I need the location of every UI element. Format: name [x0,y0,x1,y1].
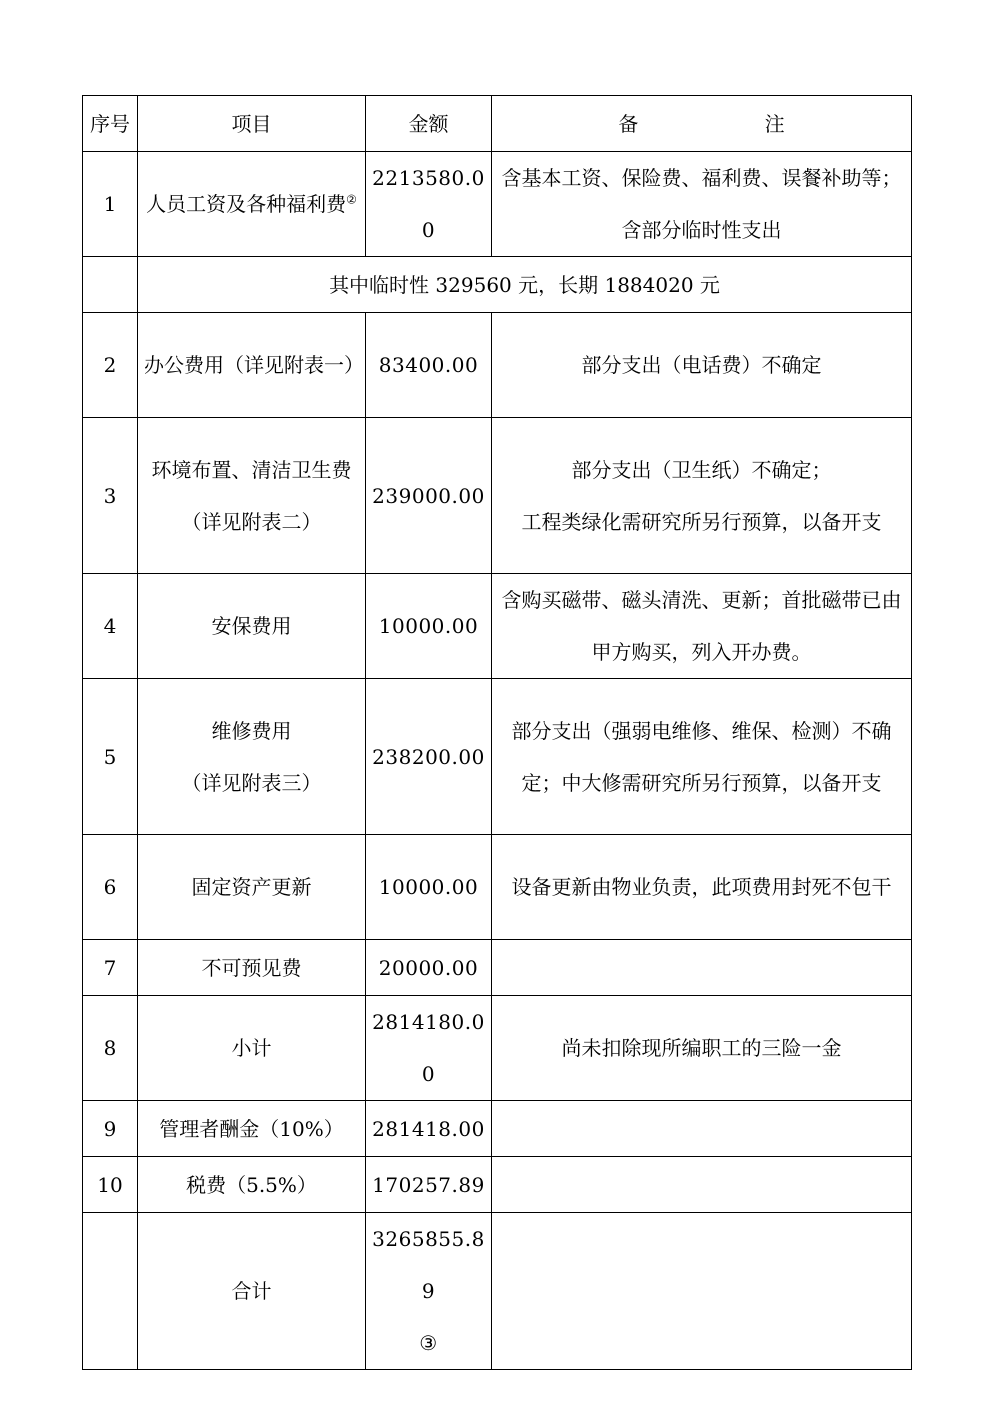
row-no: 3 [83,418,138,574]
row-amount: 2213580.00 [366,152,492,257]
row-note: 设备更新由物业负责，此项费用封死不包干 [492,835,912,940]
row-no [83,257,138,313]
row-no: 7 [83,940,138,996]
row-item [138,152,366,257]
footnote-mark: ② [346,192,357,207]
row-no: 4 [83,574,138,679]
table-row [83,996,912,1101]
row-note-line: 部分支出（卫生纸）不确定； [571,457,832,482]
header-note-label: 备 注 [618,111,785,136]
row-note [492,1213,912,1370]
row-amount [366,1213,492,1370]
row-no: 5 [83,679,138,835]
row-item: 不可预见费 [138,940,366,996]
row-item: 合计 [138,1213,366,1370]
row-amount: 10000.00 [366,574,492,679]
row-note: 含购买磁带、磁头清洗、更新；首批磁带已由甲方购买，列入开办费。 [492,574,912,679]
row-note [492,1157,912,1213]
row-note-line: 工程类绿化需研究所另行预算，以备开支 [521,509,882,534]
row-item: 管理者酬金（10%） [138,1101,366,1157]
row-amount: 239000.00 [366,418,492,574]
table-row [83,940,912,996]
row-note: 含基本工资、保险费、福利费、误餐补助等；含部分临时性支出 [492,152,912,257]
row-item [138,418,366,574]
row-item: 税费（5.5%） [138,1157,366,1213]
row-amount: 10000.00 [366,835,492,940]
header-no: 序号 [83,96,138,152]
row-note: 部分支出（强弱电维修、维保、检测）不确定；中大修需研究所另行预算，以备开支 [492,679,912,835]
row-item: 办公费用（详见附表一） [138,313,366,418]
row-amount: 281418.00 [366,1101,492,1157]
row-no: 9 [83,1101,138,1157]
table-row [83,835,912,940]
header-amount: 金额 [366,96,492,152]
row-note [492,940,912,996]
header-item: 项目 [138,96,366,152]
row-item: 安保费用 [138,574,366,679]
row-item: 固定资产更新 [138,835,366,940]
budget-table [82,95,912,1370]
row-amount: 2814180.00 [366,996,492,1101]
table-row [83,1157,912,1213]
row-item: 小计 [138,996,366,1101]
row-amount: 238200.00 [366,679,492,835]
table-row [83,679,912,835]
row-item-text: 人员工资及各种福利费 [146,192,347,216]
table-row [83,418,912,574]
row-no [83,1213,138,1370]
row-item [138,679,366,835]
row-note: 部分支出（电话费）不确定 [492,313,912,418]
row-amount: 83400.00 [366,313,492,418]
row-note [492,418,912,574]
row-amount: 20000.00 [366,940,492,996]
row-item-line: 环境布置、清洁卫生费 [151,457,352,482]
table-row [83,1101,912,1157]
row-no: 6 [83,835,138,940]
row-no: 1 [83,152,138,257]
table-row [83,313,912,418]
table-row [83,152,912,257]
table-row [83,574,912,679]
row-no: 10 [83,1157,138,1213]
row-item-line: （详见附表三） [181,770,322,795]
row-amount-text: 3265855.89 [372,1227,485,1303]
footnote-mark: ③ [419,1331,438,1355]
table-row [83,257,912,313]
row-item-line: 维修费用 [211,718,292,743]
row-note: 其中临时性 329560 元，长期 1884020 元 [138,257,912,313]
row-item-line: （详见附表二） [181,509,322,534]
row-note: 尚未扣除现所编职工的三险一金 [492,996,912,1101]
row-no: 2 [83,313,138,418]
table-row [83,1213,912,1370]
row-amount: 170257.89 [366,1157,492,1213]
row-no: 8 [83,996,138,1101]
table-header-row [83,96,912,152]
header-note [492,96,912,152]
row-note [492,1101,912,1157]
